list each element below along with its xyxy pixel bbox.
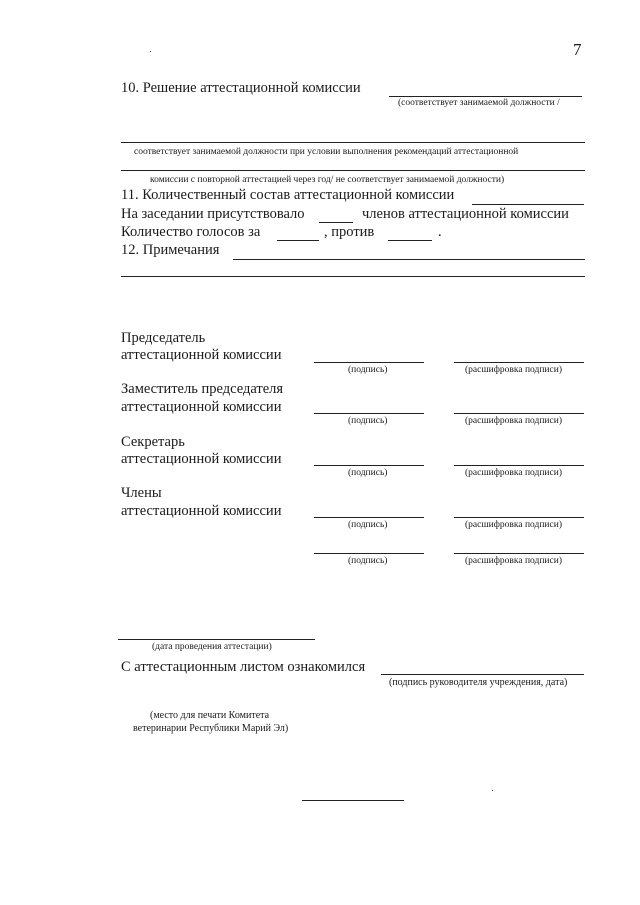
acquainted-line: [381, 674, 584, 675]
section11-title: 11. Количественный состав аттестационной комиссии: [121, 187, 455, 203]
decode-caption: (расшифровка подписи): [465, 365, 562, 375]
bottom-rule: [302, 800, 404, 801]
sign-line-deputy: [314, 413, 424, 414]
sign-line-member-2: [314, 553, 424, 554]
attended-count-line: [319, 222, 353, 223]
votes-for-line: [277, 240, 319, 241]
role-secretary-line1: Секретарь: [121, 434, 185, 450]
section10-title: 10. Решение аттестационной комиссии: [121, 80, 361, 96]
role-deputy-line2: аттестационной комиссии: [121, 399, 282, 415]
sign-caption: (подпись): [348, 520, 388, 530]
scan-speck: [150, 51, 151, 52]
decision-option2: соответствует занимаемой должности при условии выполнения рекомендаций аттестационной: [134, 147, 519, 157]
votes-against-label: , против: [324, 224, 375, 240]
stamp-place-line1: (место для печати Комитета: [150, 710, 270, 721]
decode-caption: (расшифровка подписи): [465, 468, 562, 478]
notes-line-2: [121, 276, 585, 277]
attended-suffix: членов аттестационной комиссии: [362, 206, 569, 222]
acquainted-label: С аттестационным листом ознакомился: [121, 659, 366, 675]
sign-line-secretary: [314, 465, 424, 466]
role-members-line2: аттестационной комиссии: [121, 503, 282, 519]
decode-line-chairman: [454, 362, 584, 363]
role-chairman-line2: аттестационной комиссии: [121, 347, 282, 363]
sign-caption: (подпись): [348, 556, 388, 566]
decision-option3: комиссии с повторной аттестацией через год/ не соответствует занимаемой должности): [150, 175, 505, 185]
decode-line-deputy: [454, 413, 584, 414]
page-number: 7: [573, 40, 582, 59]
decision-option1: (соответствует занимаемой должности /: [398, 98, 560, 108]
acquainted-caption: (подпись руководителя учреждения, дата): [389, 677, 568, 688]
role-members-line1: Члены: [121, 485, 162, 501]
role-chairman-line1: Председатель: [121, 330, 206, 346]
stamp-place-line2: ветеринарии Республики Марий Эл): [133, 723, 289, 734]
role-deputy-line1: Заместитель председателя: [121, 381, 284, 397]
sign-line-member-1: [314, 517, 424, 518]
votes-against-line: [388, 240, 432, 241]
votes-end: .: [438, 224, 442, 240]
attended-prefix: На заседании присутствовало: [121, 206, 305, 222]
decode-caption: (расшифровка подписи): [465, 416, 562, 426]
date-line: [118, 639, 315, 640]
decode-line-secretary: [454, 465, 584, 466]
decision-line-2: [121, 142, 585, 143]
votes-prefix: Количество голосов за: [121, 224, 261, 240]
decision-line-3: [121, 170, 585, 171]
role-secretary-line2: аттестационной комиссии: [121, 451, 282, 467]
decision-line: [389, 96, 582, 97]
scan-speck: [492, 790, 493, 791]
decode-line-member-1: [454, 517, 584, 518]
decode-caption: (расшифровка подписи): [465, 556, 562, 566]
sign-caption: (подпись): [348, 365, 388, 375]
sign-caption: (подпись): [348, 416, 388, 426]
composition-line: [472, 204, 584, 205]
section12-title: 12. Примечания: [121, 242, 220, 258]
sign-caption: (подпись): [348, 468, 388, 478]
decode-line-member-2: [454, 553, 584, 554]
notes-line-1: [233, 259, 585, 260]
sign-line-chairman: [314, 362, 424, 363]
decode-caption: (расшифровка подписи): [465, 520, 562, 530]
date-caption: (дата проведения аттестации): [152, 642, 272, 652]
